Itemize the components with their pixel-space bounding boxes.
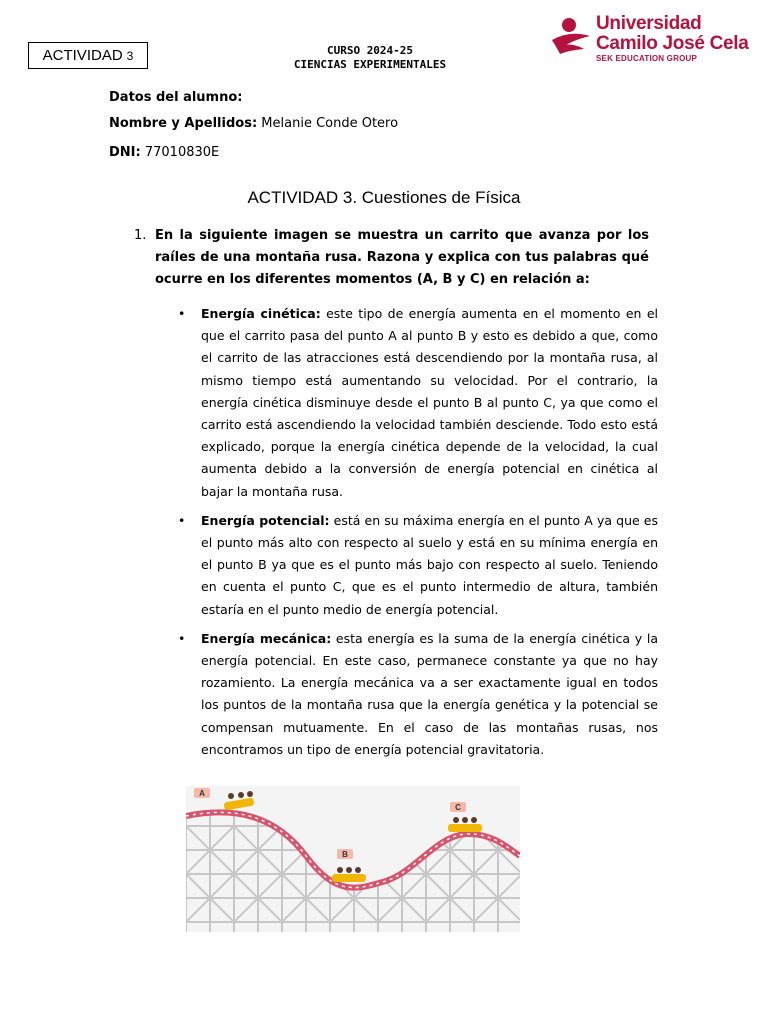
label-b: B xyxy=(342,850,348,859)
activity-number: 3 xyxy=(126,48,134,63)
label-c: C xyxy=(455,803,461,812)
question-text: En la siguiente imagen se muestra un carrito que avanza por los raíles de una montaña rusa. Razona y explica con tus palabras qué ocurre en los diferentes momentos (A, B y C) en relación a: xyxy=(155,228,649,287)
answer-list xyxy=(178,303,658,768)
student-name-label: Nombre y Apellidos: xyxy=(109,116,258,131)
university-logo xyxy=(550,14,750,64)
roller-coaster-illustration xyxy=(186,786,520,932)
logo-education-group: EDUCATION GROUP xyxy=(615,54,698,63)
answer-text: este tipo de energía aumenta en el momento en el que el carrito pasa del punto A al punto B y esto es debido a que, como el carrito de las atracciones está descendiendo por la montaña rusa, al mismo tiempo está aumentando su velocidad. Por el contrario, la energía cinética disminuye desde el punto B al punto C, ya que como el carrito está ascendiendo la velocidad también desciende. Todo esto está explicado, porque la energía cinética depende de la velocidad, la cual aumenta debido a la conversión de energía potencial en cinética al bajar la montaña rusa. xyxy=(201,306,658,499)
bullet-icon: • xyxy=(178,630,186,646)
student-name-row xyxy=(109,116,398,142)
answer-potential xyxy=(178,510,658,621)
course-year: CURSO 2024-25 xyxy=(326,44,414,57)
answer-mechanical xyxy=(178,628,658,761)
university-logo-icon xyxy=(550,16,594,56)
logo-wordmark xyxy=(596,14,749,64)
cart-b xyxy=(332,867,366,882)
student-dni-value: 77010830E xyxy=(144,145,220,160)
student-section-label: Datos del alumno: xyxy=(109,90,243,105)
course-subject: CIENCIAS EXPERIMENTALES xyxy=(293,58,447,71)
page-title: ACTIVIDAD 3. Cuestiones de Física xyxy=(247,188,521,207)
logo-sek: SEK xyxy=(596,54,614,63)
student-name-value: Melanie Conde Otero xyxy=(261,116,399,131)
activity-label: ACTIVIDAD xyxy=(42,47,123,64)
label-a: A xyxy=(199,789,205,798)
student-dni-row xyxy=(109,145,398,171)
logo-line-universidad: Universidad xyxy=(596,13,702,34)
answer-term: Energía cinética: xyxy=(201,306,321,321)
answer-text: esta energía es la suma de la energía cinética y la energía potencial. En este caso, permanece constante ya que no hay rozamiento. La energía mecánica va a ser exactamente igual en todos los puntos de la montaña rusa que la energía genética y la potencial se compensan mutuamente. En el caso de las montañas rusas, nos encontramos un tipo de energía potencial gravitatoria. xyxy=(201,630,658,757)
bullet-icon: • xyxy=(178,512,186,528)
cart-c xyxy=(448,817,482,832)
answer-kinetic xyxy=(178,303,658,503)
student-dni-label: DNI: xyxy=(109,145,141,160)
student-data xyxy=(109,90,398,171)
bullet-icon: • xyxy=(178,306,186,321)
answer-text: está en su máxima energía en el punto A ya que es el punto más alto con respecto al suelo y está en su mínima energía en el punto B ya que es el punto más bajo con respecto al suelo. Teniendo en cuenta el punto C, que es el punto intermedio de altura, también estaría en el punto medio de energía potencial. xyxy=(201,512,658,617)
activity-box xyxy=(28,42,148,69)
student-section-row xyxy=(109,90,398,116)
roller-coaster-figure xyxy=(186,786,520,932)
course-header xyxy=(250,44,490,72)
answer-term: Energía potencial: xyxy=(201,512,330,528)
logo-line-group xyxy=(596,54,749,64)
logo-line-name: Camilo José Cela xyxy=(596,33,749,54)
answer-term: Energía mecánica: xyxy=(201,630,332,646)
question xyxy=(134,225,649,291)
question-number: 1. xyxy=(134,228,147,243)
